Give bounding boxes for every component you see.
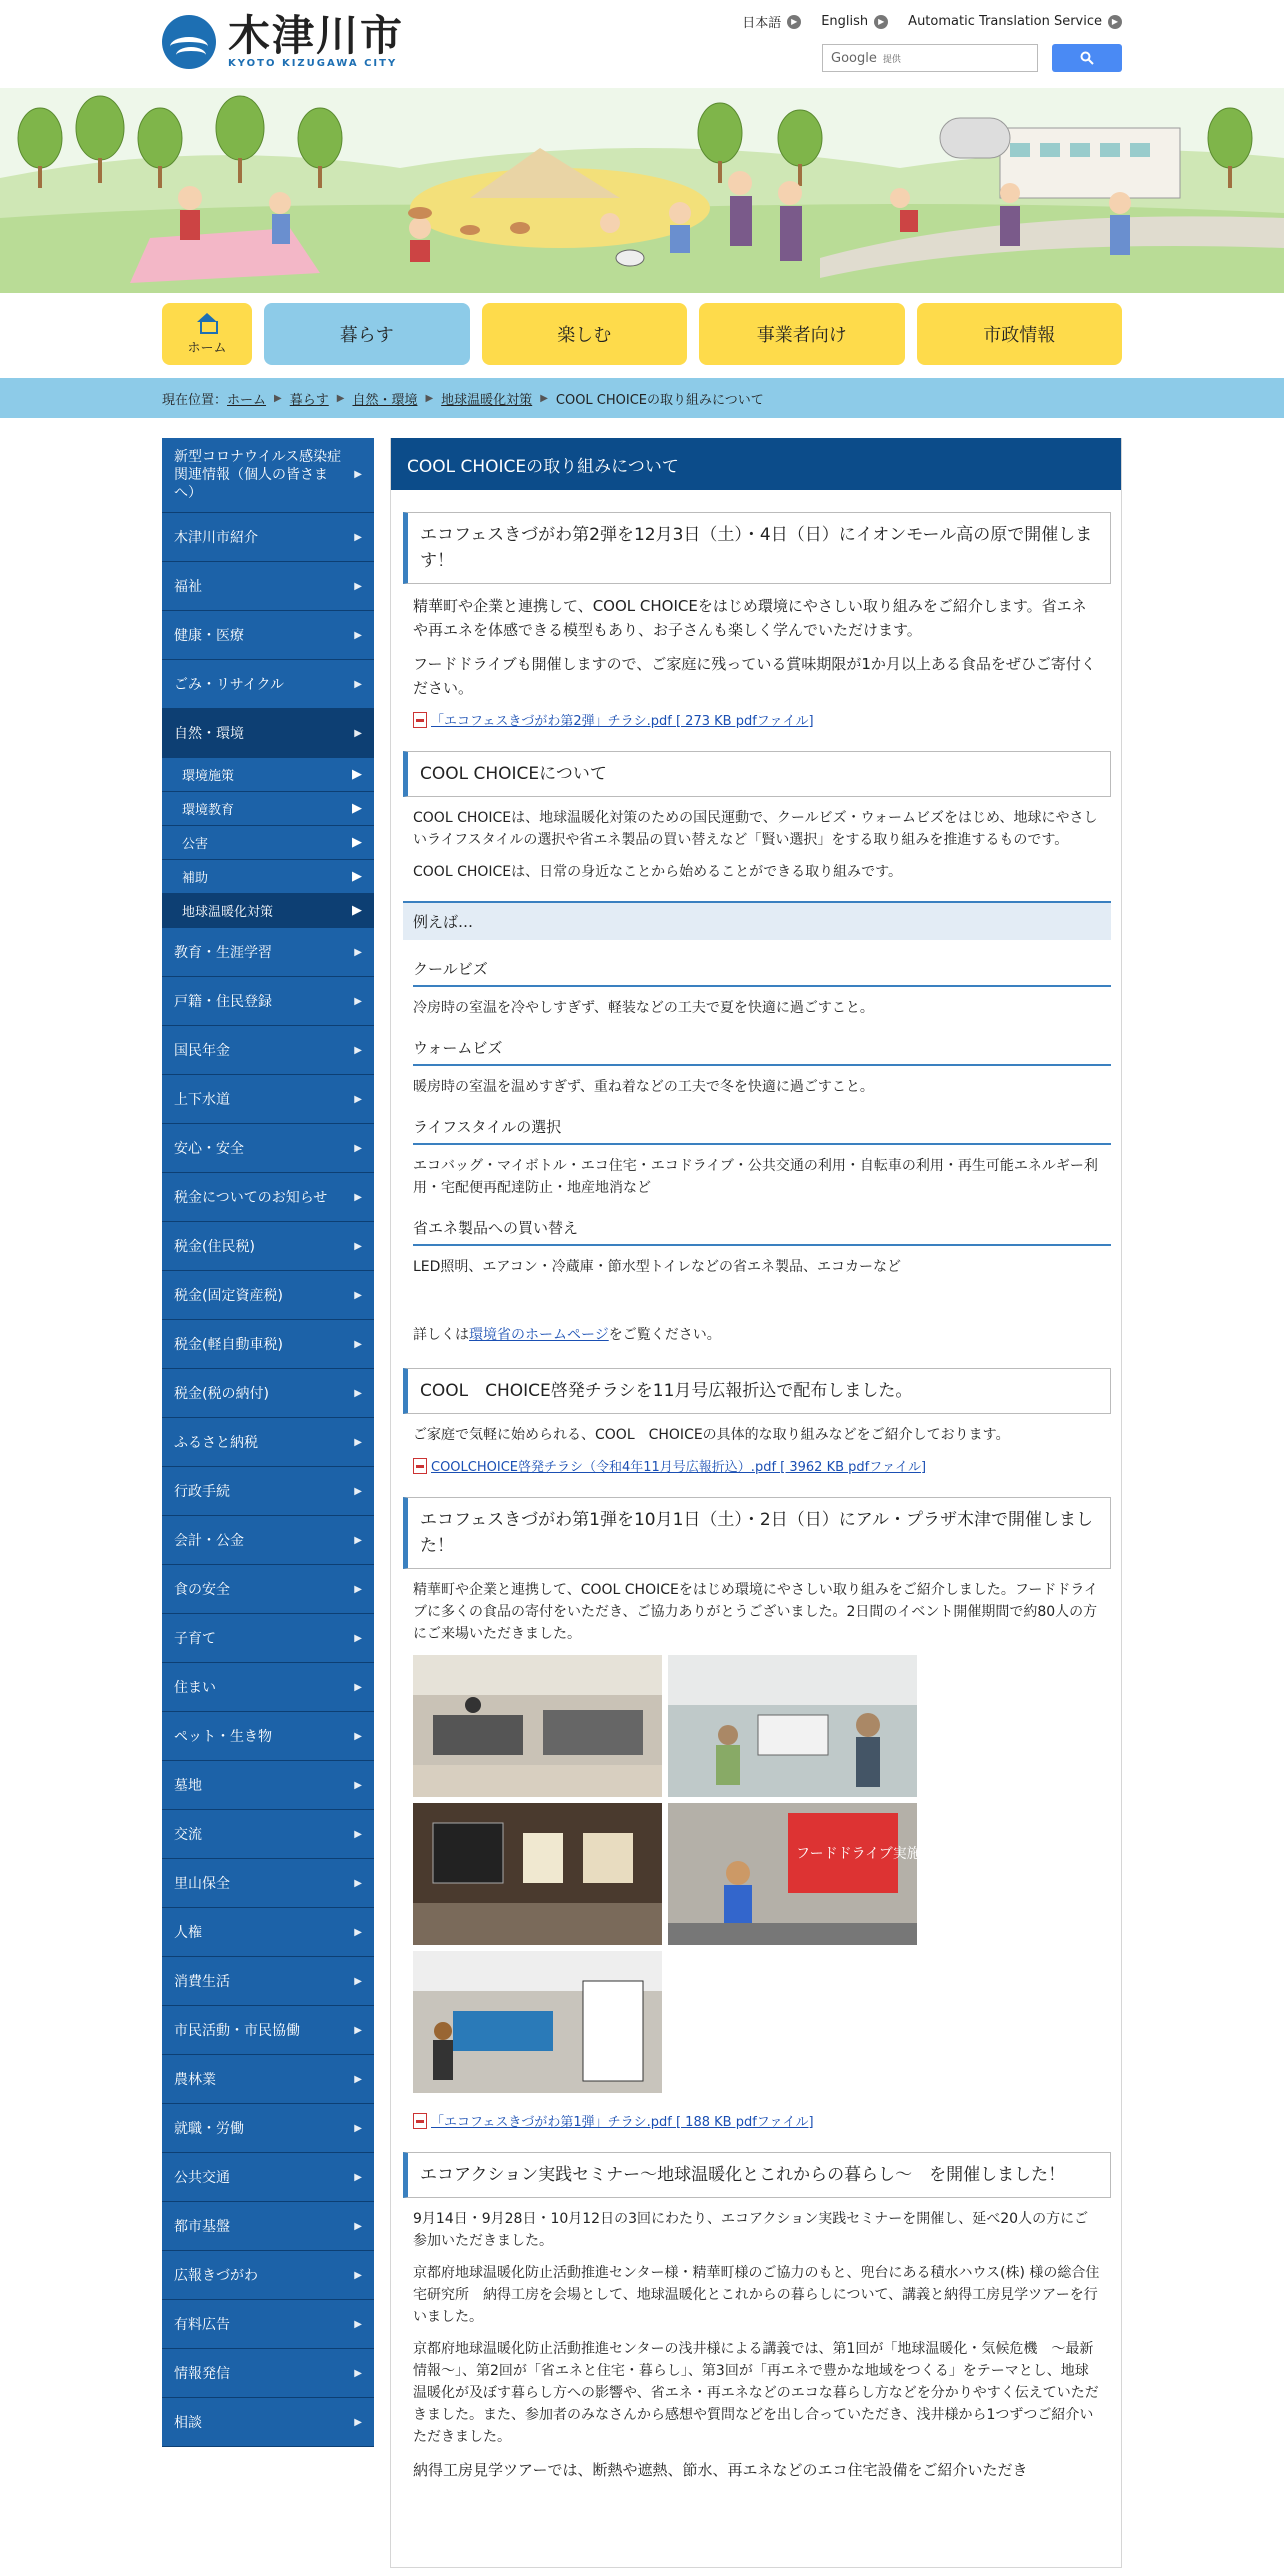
pdf-icon	[413, 1458, 427, 1474]
pdf-icon	[413, 2113, 427, 2129]
main-content	[390, 438, 1122, 2568]
sidebar-item[interactable]: 税金についてのお知らせ ▶	[162, 1173, 374, 1222]
paragraph: 暖房時の室温を温めすぎず、重ね着などの工夫で冬を快適に過ごすこと。	[413, 1079, 874, 1095]
sidebar-item[interactable]: 情報発信 ▶	[162, 2349, 374, 2398]
sidebar-item[interactable]: 広報きづがわ ▶	[162, 2251, 374, 2300]
chevron-right-icon: ▶	[354, 2416, 362, 2428]
section-heading-ecofes2: エコフェスきづがわ第2弾を12月3日（土）・4日（日）にイオンモール高の原で開催します！	[403, 512, 1111, 584]
sidebar-item[interactable]: 消費生活 ▶	[162, 1957, 374, 2006]
chevron-right-icon: ▶	[354, 1093, 362, 1105]
pdf-link-ecofes2[interactable]: 「エコフェスきづがわ第2弾」チラシ.pdf [ 273 KB pdfファイル]	[413, 710, 1101, 729]
sidebar-item[interactable]: 有料広告 ▶	[162, 2300, 374, 2349]
lang-link-japanese[interactable]: 日本語 ▶	[742, 12, 801, 31]
search-button[interactable]	[1052, 44, 1122, 72]
nav-kurasu[interactable]: 暮らす	[264, 303, 470, 365]
chevron-right-icon: ▶	[352, 903, 362, 918]
chevron-right-icon: ▶	[354, 1681, 362, 1693]
sidebar-item[interactable]: 税金(税の納付) ▶	[162, 1369, 374, 1418]
breadcrumb-link-nature[interactable]: 自然・環境	[352, 392, 418, 408]
section-heading-seminar: エコアクション実践セミナー～地球温暖化とこれからの暮らし～ を開催しました！	[403, 2152, 1111, 2198]
logo-title: 木津川市	[228, 11, 405, 60]
chevron-right-icon: ▶	[354, 1387, 362, 1399]
paragraph: フードドライブも開催しますので、ご家庭に残っている賞味期限が1か月以上ある食品をぜひご寄付ください。	[413, 655, 1096, 697]
chevron-right-icon: ▶	[354, 1877, 362, 1889]
sidebar-subitem[interactable]: 環境施策 ▶	[162, 758, 374, 792]
sidebar-item[interactable]: 食の安全 ▶	[162, 1565, 374, 1614]
section-heading-coolchoice: COOL CHOICEについて	[403, 751, 1111, 797]
link-moe-homepage[interactable]: 環境省のホームページ	[469, 1327, 609, 1343]
event-photo	[668, 1655, 917, 1797]
event-photo	[413, 1655, 662, 1797]
chevron-right-icon: ▶	[354, 2220, 362, 2232]
sidebar-item[interactable]: 福祉 ▶	[162, 562, 374, 611]
site-search	[822, 44, 1122, 72]
paragraph: 精華町や企業と連携して、COOL CHOICEをはじめ環境にやさしい取り組みをご紹介しました。フードドライブに多くの食品の寄付をいただき、ご協力ありがとうございました。2日間のイベント開催期間で約80人の方にご来場いただきました。	[413, 1582, 1099, 1642]
chevron-right-icon: ▶	[354, 1534, 362, 1546]
sidebar-item[interactable]: 市民活動・市民協働 ▶	[162, 2006, 374, 2055]
paragraph-details: 詳しくは環境省のホームページをご覧ください。	[413, 1327, 721, 1343]
search-icon	[1080, 51, 1094, 65]
sidebar-item[interactable]: 会計・公金 ▶	[162, 1516, 374, 1565]
chevron-right-icon: ▶	[354, 946, 362, 958]
chevron-right-icon: ▶	[354, 727, 362, 739]
language-links	[742, 12, 1122, 31]
chevron-right-icon: ▶	[354, 469, 362, 480]
sidebar-item[interactable]: 墓地 ▶	[162, 1761, 374, 1810]
chevron-right-icon: ▶	[354, 1583, 362, 1595]
event-photo	[668, 1803, 935, 1945]
subheading-lifestyle: ライフスタイルの選択	[413, 1116, 1111, 1145]
arrow-right-icon: ▶	[874, 15, 888, 29]
sidebar-item[interactable]: 国民年金 ▶	[162, 1026, 374, 1075]
sidebar-item[interactable]: 住まい ▶	[162, 1663, 374, 1712]
chevron-right-icon: ▶	[354, 2073, 362, 2085]
breadcrumb: 現在位置： ホーム ▶ 暮らす ▶ 自然・環境 ▶ 地球温暖化対策 ▶ COOL CHOICEの取り組みについて	[0, 378, 1284, 418]
sidebar-item[interactable]: 里山保全 ▶	[162, 1859, 374, 1908]
chevron-right-icon: ▶	[354, 2122, 362, 2134]
breadcrumb-link-kurasu[interactable]: 暮らす	[289, 392, 329, 408]
chevron-right-icon: ▶	[425, 392, 434, 404]
chevron-right-icon: ▶	[352, 835, 362, 850]
chevron-right-icon: ▶	[354, 1044, 362, 1056]
section-heading-ecofes1: エコフェスきづがわ第1弾を10月1日（土）・2日（日）にアル・プラザ木津で開催しました！	[403, 1497, 1111, 1569]
chevron-right-icon: ▶	[354, 2318, 362, 2330]
chevron-right-icon: ▶	[354, 2269, 362, 2281]
sidebar-item[interactable]: 税金(固定資産税) ▶	[162, 1271, 374, 1320]
paragraph: 京都府地球温暖化防止活動推進センターの浅井様による講義では、第1回が「地球温暖化・気候危機 ～最新情報～」、第2回が「省エネと住宅・暮らし」、第3回が「再エネで豊かな地域をつくる」をテーマとし、地球温暖化が及ぼす暮らし方への影響や、省エネ・再エネなどのエコな暮らし方などを分かりやすく伝えていただきました。また、参加者のみなさんから感想や質問などを出し合っていただき、浅井様から1つずつご紹介いただきました。	[413, 2341, 1099, 2445]
chevron-right-icon: ▶	[352, 801, 362, 816]
paragraph: COOL CHOICEは、地球温暖化対策のための国民運動で、クールビズ・ウォームビズをはじめ、地球にやさしいライフスタイルの選択や省エネ製品の買い替えなど「賢い選択」をする取り組みを推進するものです。	[413, 810, 1098, 848]
chevron-right-icon: ▶	[354, 1730, 362, 1742]
chevron-right-icon: ▶	[354, 1632, 362, 1644]
chevron-right-icon: ▶	[336, 392, 345, 404]
chevron-right-icon: ▶	[274, 392, 282, 404]
arrow-right-icon: ▶	[1108, 15, 1122, 29]
subheading-examples: 例えば…	[403, 901, 1111, 940]
sidebar-item[interactable]: 税金(住民税) ▶	[162, 1222, 374, 1271]
section-heading-flyer: COOL CHOICE啓発チラシを11月号広報折込で配布しました。	[403, 1368, 1111, 1414]
chevron-right-icon: ▶	[354, 1485, 362, 1497]
sidebar-item[interactable]: ふるさと納税 ▶	[162, 1418, 374, 1467]
paragraph: 冷房時の室温を冷やしすぎず、軽装などの工夫で夏を快適に過ごすこと。	[413, 1000, 874, 1016]
chevron-right-icon: ▶	[354, 2367, 362, 2379]
chevron-right-icon: ▶	[354, 1436, 362, 1448]
chevron-right-icon: ▶	[354, 580, 362, 592]
sidebar-item[interactable]: 就職・労働 ▶	[162, 2104, 374, 2153]
sidebar-item[interactable]: 交流 ▶	[162, 1810, 374, 1859]
subheading-products: 省エネ製品への買い替え	[413, 1217, 1111, 1246]
page-title: COOL CHOICEの取り組みについて	[391, 438, 1121, 490]
chevron-right-icon: ▶	[354, 531, 362, 543]
sidebar-nav	[162, 438, 374, 2447]
home-icon	[196, 313, 218, 333]
paragraph: COOL CHOICEは、日常の身近なことから始めることができる取り組みです。	[413, 864, 903, 880]
chevron-right-icon: ▶	[354, 995, 362, 1007]
logo-subtitle: KYOTO KIZUGAWA CITY	[228, 58, 398, 69]
breadcrumb-current: COOL CHOICEの取り組みについて	[555, 392, 764, 408]
subheading-warmbiz: ウォームビズ	[413, 1037, 1111, 1066]
sidebar-item[interactable]: 安心・安全 ▶	[162, 1124, 374, 1173]
sidebar-item[interactable]: 人権 ▶	[162, 1908, 374, 1957]
sidebar-subitem[interactable]: 補助 ▶	[162, 860, 374, 894]
sidebar-item[interactable]: 公共交通 ▶	[162, 2153, 374, 2202]
sidebar-subitem[interactable]: 公害 ▶	[162, 826, 374, 860]
chevron-right-icon: ▶	[354, 1191, 362, 1203]
nav-tanoshimu[interactable]: 楽しむ	[482, 303, 688, 365]
chevron-right-icon: ▶	[354, 2171, 362, 2183]
paragraph: LED照明、エアコン・冷蔵庫・節水型トイレなどの省エネ製品、エコカーなど	[413, 1259, 902, 1275]
sidebar-item[interactable]: 木津川市紹介 ▶	[162, 513, 374, 562]
chevron-right-icon: ▶	[354, 1338, 362, 1350]
paragraph: 納得工房見学ツアーでは、断熱や遮熱、節水、再エネなどのエコ住宅設備をご紹介いただき	[413, 2461, 1028, 2479]
breadcrumb-link-warming[interactable]: 地球温暖化対策	[441, 392, 533, 408]
chevron-right-icon: ▶	[354, 678, 362, 690]
sidebar-item[interactable]: 上下水道 ▶	[162, 1075, 374, 1124]
chevron-right-icon: ▶	[354, 1142, 362, 1154]
subheading-coolbiz: クールビズ	[413, 958, 1111, 987]
sidebar-subitem[interactable]: 地球温暖化対策 ▶	[162, 894, 374, 928]
sidebar-item[interactable]: 教育・生涯学習 ▶	[162, 928, 374, 977]
sidebar-item[interactable]: 子育て ▶	[162, 1614, 374, 1663]
sidebar-item[interactable]: 相談 ▶	[162, 2398, 374, 2447]
chevron-right-icon: ▶	[354, 1240, 362, 1252]
chevron-right-icon: ▶	[540, 392, 548, 404]
chevron-right-icon: ▶	[354, 1828, 362, 1840]
paragraph: 京都府地球温暖化防止活動推進センター様・精華町様のご協力のもと、兜台にある積水ハウス(株) 様の総合住宅研究所 納得工房を会場として、地球温暖化とこれからの暮らしについて、講義と納得工房見学ツアーを行いました。	[413, 2265, 1100, 2325]
search-input[interactable]: Google 提供	[822, 44, 1038, 72]
hero-illustration	[0, 88, 1284, 293]
sidebar-subitem[interactable]: 環境教育 ▶	[162, 792, 374, 826]
sidebar-item[interactable]: 健康・医療 ▶	[162, 611, 374, 660]
sidebar-item[interactable]: 税金(軽自動車税) ▶	[162, 1320, 374, 1369]
site-header	[0, 0, 1284, 88]
sidebar-item-covid[interactable]: 新型コロナウイルス感染症関連情報（個人の皆さまへ） ▶	[162, 438, 374, 513]
sidebar-item-nature[interactable]: 自然・環境 ▶	[162, 709, 374, 758]
chevron-right-icon: ▶	[354, 2024, 362, 2036]
chevron-right-icon: ▶	[352, 767, 362, 782]
pdf-link-ecofes1[interactable]: 「エコフェスきづがわ第1弾」チラシ.pdf [ 188 KB pdfファイル]	[413, 2111, 1101, 2130]
food-drive-sign-text: フードドライブ実施中	[796, 1846, 935, 1862]
sidebar-item[interactable]: 農林業 ▶	[162, 2055, 374, 2104]
nav-home[interactable]: ホーム	[162, 303, 252, 365]
chevron-right-icon: ▶	[354, 629, 362, 641]
global-nav	[162, 303, 1122, 365]
site-logo[interactable]	[162, 11, 405, 69]
sidebar-item[interactable]: 行政手続 ▶	[162, 1467, 374, 1516]
pdf-link-coolchoice-flyer[interactable]: COOLCHOICE啓発チラシ（令和4年11月号広報折込）.pdf [ 3962 KB pdfファイル]	[413, 1456, 1101, 1475]
sidebar-item[interactable]: 都市基盤 ▶	[162, 2202, 374, 2251]
event-photo	[413, 1951, 662, 2093]
nav-city-info[interactable]: 市政情報	[917, 303, 1123, 365]
paragraph: エコバッグ・マイボトル・エコ住宅・エコドライブ・公共交通の利用・自転車の利用・再生可能エネルギー利用・宅配便再配達防止・地産地消など	[413, 1158, 1098, 1196]
nav-business[interactable]: 事業者向け	[699, 303, 905, 365]
breadcrumb-link-home[interactable]: ホーム	[227, 392, 267, 408]
lang-link-english[interactable]: English ▶	[821, 12, 888, 31]
chevron-right-icon: ▶	[354, 1779, 362, 1791]
sidebar-item[interactable]: ごみ・リサイクル ▶	[162, 660, 374, 709]
chevron-right-icon: ▶	[352, 869, 362, 884]
paragraph: ご家庭で気軽に始められる、COOL CHOICEの具体的な取り組みなどをご紹介しております。	[413, 1427, 1010, 1443]
city-emblem-icon	[162, 15, 216, 69]
sidebar-item[interactable]: ペット・生き物 ▶	[162, 1712, 374, 1761]
event-photo	[413, 1803, 662, 1945]
lang-link-translation[interactable]: Automatic Translation Service ▶	[908, 12, 1122, 31]
chevron-right-icon: ▶	[354, 1975, 362, 1987]
chevron-right-icon: ▶	[354, 1289, 362, 1301]
chevron-right-icon: ▶	[354, 1926, 362, 1938]
arrow-right-icon: ▶	[787, 15, 801, 29]
event-photo-gallery	[413, 1655, 935, 2093]
pdf-icon	[413, 712, 427, 728]
paragraph: 精華町や企業と連携して、COOL CHOICEをはじめ環境にやさしい取り組みをご紹介します。省エネや再エネを体感できる模型もあり、お子さんも楽しく学んでいただけます。	[413, 597, 1087, 639]
paragraph: 9月14日・9月28日・10月12日の3回にわたり、エコアクション実践セミナーを開催し、延べ20人の方にご参加いただきました。	[413, 2211, 1089, 2249]
sidebar-item[interactable]: 戸籍・住民登録 ▶	[162, 977, 374, 1026]
